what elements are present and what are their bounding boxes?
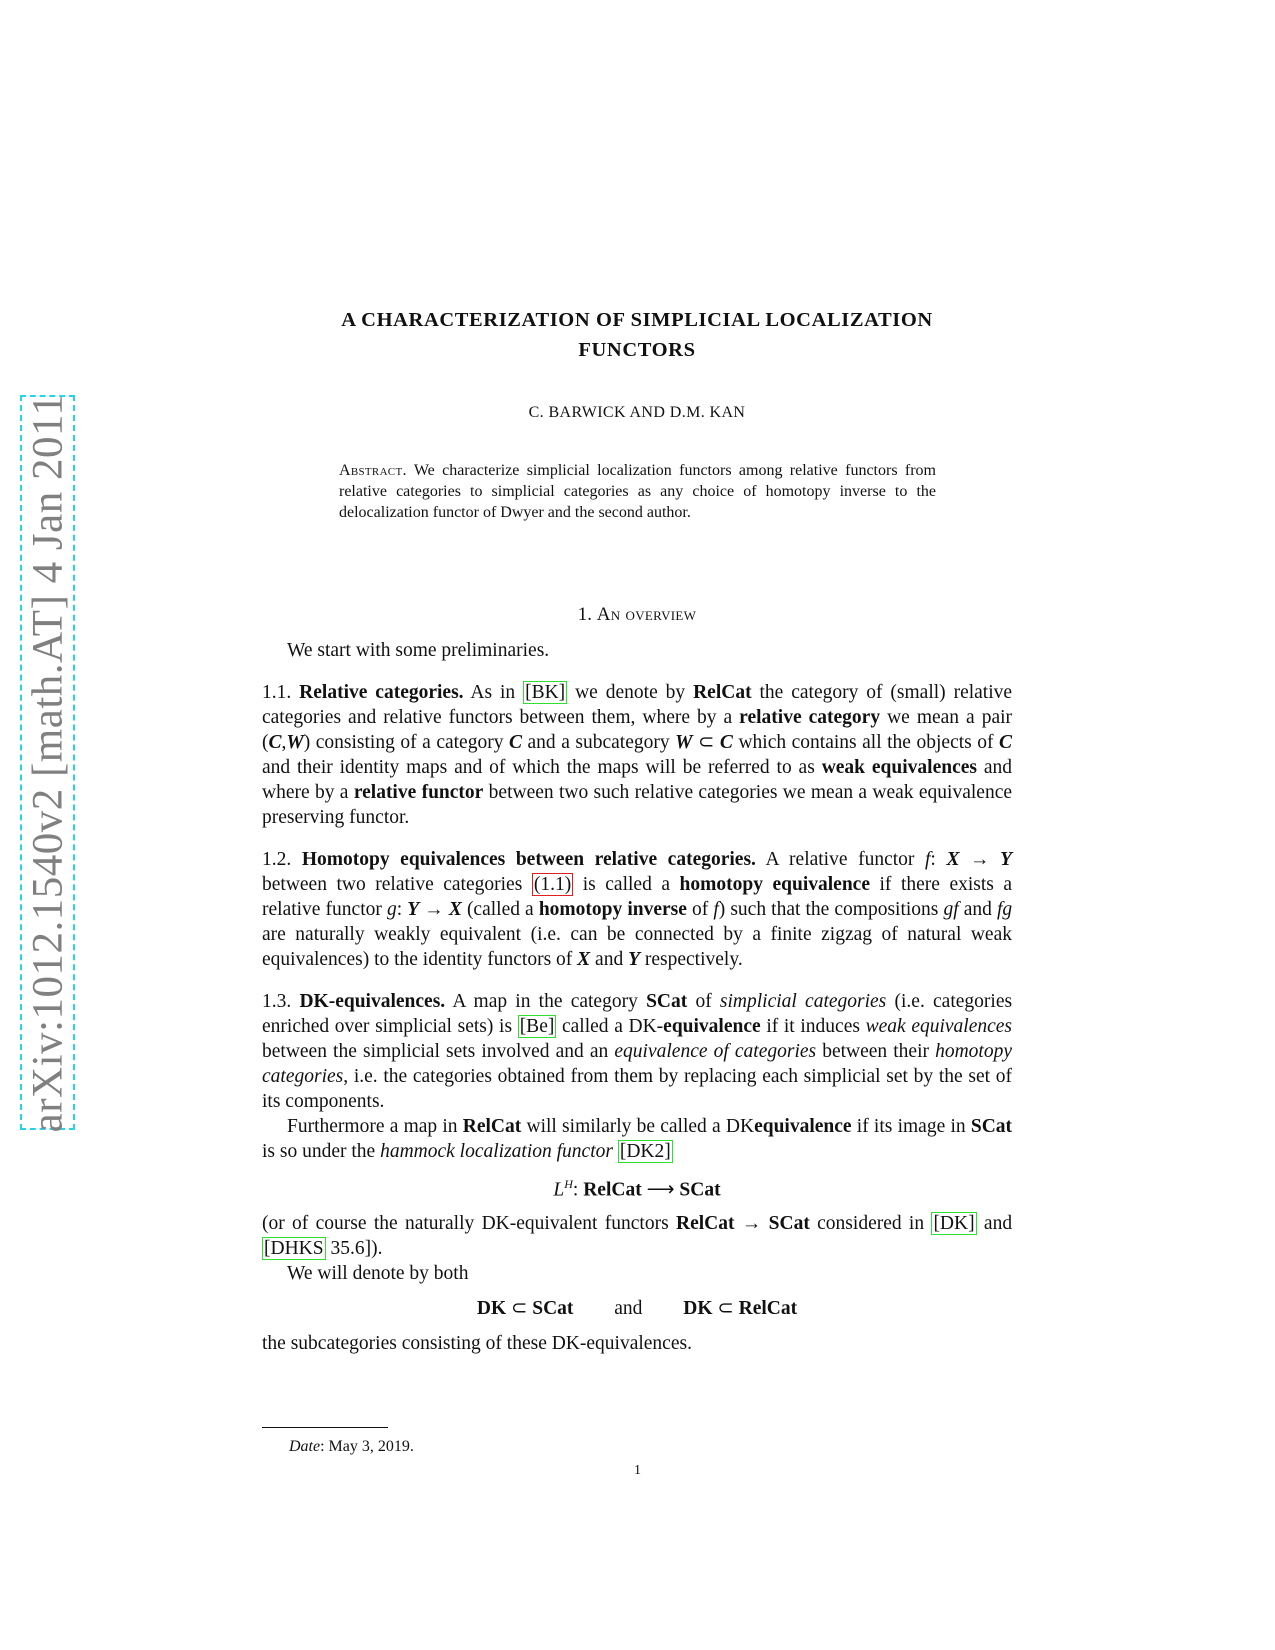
equation-dk-subcategories: DK ⊂ SCat and DK ⊂ RelCat — [476, 1297, 798, 1319]
paragraph-1-3: 1.3. DK-equivalences. A map in the category SCat of simplicial categories (i.e. categories enriched over simplicial sets) is [Be] called a DK-equivalence if it induces weak equivalences between the simplicial sets involved and an equivalence of categories between their homotopy categories, i.e. the categories obtained from them by replacing each simplicial set by the set of its components. — [262, 991, 1013, 1112]
paragraph-naturally-equivalent: (or of course the naturally DK-equivalent functors RelCat → SCat considered in [DK] and [DHKS 35.6]). — [262, 1212, 1013, 1259]
equation-hammock: $L^H$: RelCat ⟶ SCat — [553, 1177, 721, 1201]
paper-title: A CHARACTERIZATION OF SIMPLICIAL LOCALIZATION FUNCTORS — [341, 309, 933, 361]
abstract — [339, 460, 936, 523]
cite-dk[interactable]: [DK] — [933, 1212, 975, 1234]
body-text — [262, 638, 1012, 1356]
paragraph-1-1: 1.1. Relative categories. As in [BK] we denote by RelCat the category of (small) relative categories and relative functors between them, where by a relative category we mean a pair (C,W) consisting of a category C and a subcategory W ⊂ C which contains all the objects of C and their identity maps and of which the maps will be referred to as weak equivalences and where by a relative functor between two such relative categories we mean a weak equivalence preserving functor. — [262, 682, 1013, 828]
footnote-rule — [262, 1427, 388, 1428]
arxiv-stamp — [20, 395, 75, 1130]
heading-relative-categories: Relative categories. — [299, 682, 464, 703]
cite-dk2[interactable]: [DK2] — [619, 1141, 671, 1162]
abstract-label: Abstract. — [339, 462, 407, 479]
paragraph-1-2: 1.2. Homotopy equivalences between relative categories. A relative functor f: X → Y between two relative categories (1.1) is called a homotopy equivalence if there exists a relative functor g: Y → X (called a homotopy inverse of f) such that the compositions gf and fg are naturally weakly equivalent (i.e. can be connected by a finite zigzag of natural weak equivalences) to the identity functors of X and Y respectively. — [262, 849, 1013, 970]
paragraph-1-3-continued: Furthermore a map in RelCat will similarly be called a DKequivalence if its image in SCat is so under the hammock localization functor [DK2] — [262, 1116, 1013, 1162]
abstract-text: We characterize simplicial localization functors among relative functors from relative categories to simplicial categories as any choice of homotopy inverse to the delocalization functor of Dwyer and the second author. — [339, 462, 936, 521]
cite-dhks[interactable]: [DHKS — [264, 1237, 324, 1259]
paragraph-subcategories: the subcategories consisting of these DK-equivalences. — [262, 1332, 692, 1354]
authors: C. BARWICK AND D.M. KAN — [528, 404, 746, 421]
section-heading: 1. An overview — [577, 604, 697, 625]
footnote-date: Date: May 3, 2019. — [289, 1438, 414, 1455]
paragraph-denote: We will denote by both — [287, 1262, 469, 1284]
arxiv-identifier: arXiv:1012.1540v2 [math.AT] 4 Jan 2011 — [24, 393, 71, 1132]
page-number: 1 — [634, 1463, 641, 1478]
heading-homotopy-equivalences: Homotopy equivalences between relative categories. — [301, 849, 756, 870]
cite-bk[interactable]: [BK] — [525, 682, 566, 703]
cite-be[interactable]: [Be] — [519, 1016, 555, 1037]
ref-1-1[interactable]: (1.1) — [533, 874, 572, 895]
intro-paragraph: We start with some preliminaries. — [287, 640, 550, 661]
heading-dk-equivalences: DK-equivalences. — [299, 991, 446, 1012]
